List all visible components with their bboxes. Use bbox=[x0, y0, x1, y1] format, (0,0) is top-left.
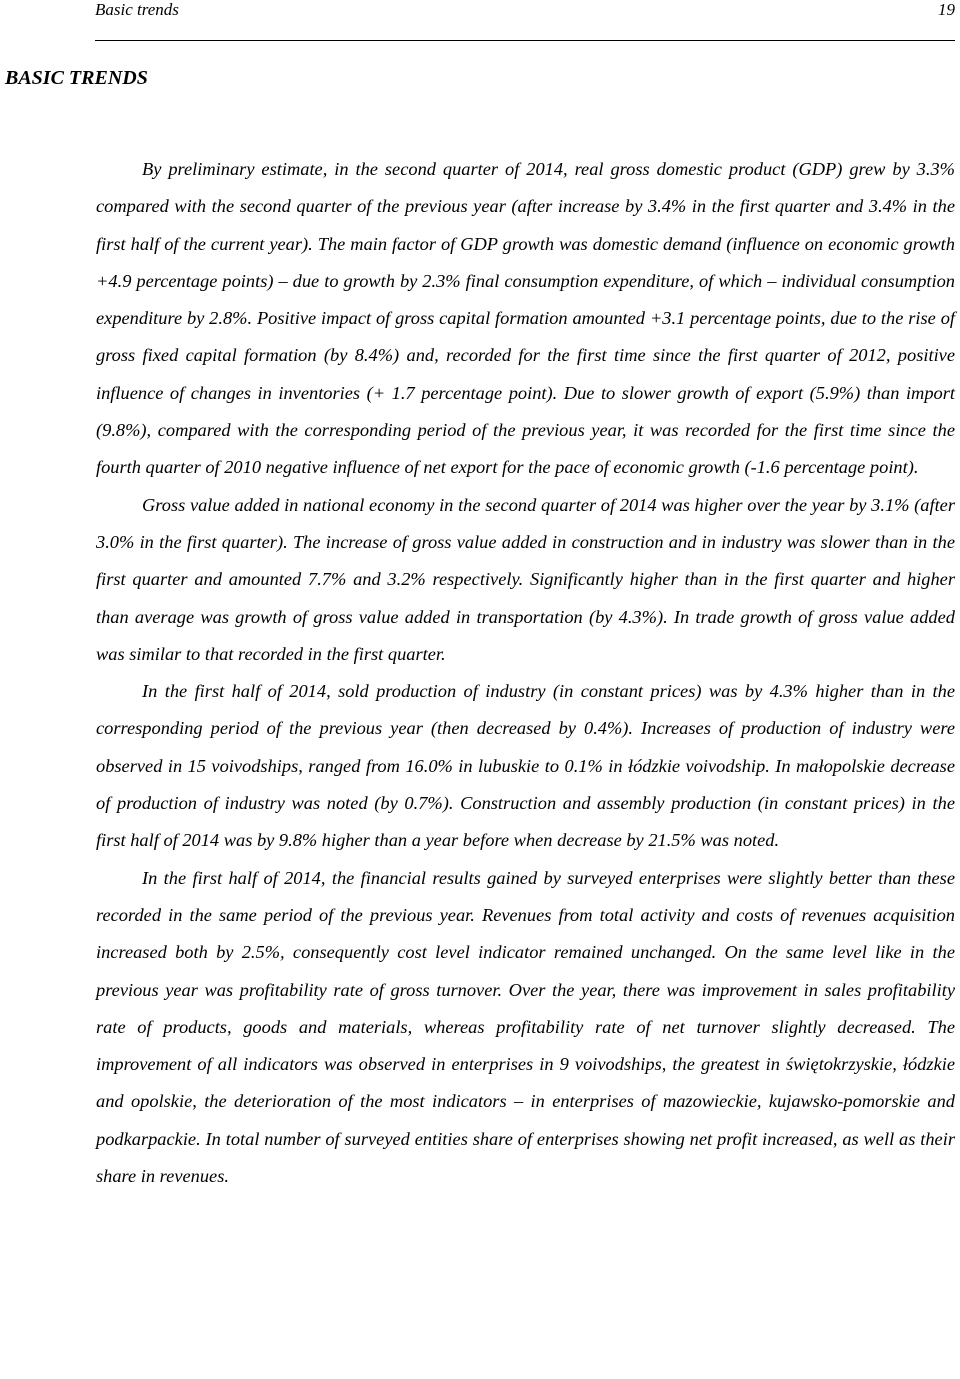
paragraph-industry-production: In the first half of 2014, sold production of industry (in constant prices) was by 4.3% higher than in the corresponding period of the previous year (then decreased by 0.4%). Increases of production of industry were observed in 15 voivodships, ranged from 16.0% in lubuskie to 0.1% in łódzkie voivodship. In małopolskie decrease of production of industry was noted (by 0.7%). Construction and assembly production (in constant prices) in the first half of 2014 was by 9.8% higher than a year before when decrease by 21.5% was noted. bbox=[96, 681, 955, 851]
paragraph-financial-results: In the first half of 2014, the financial results gained by surveyed enterprises were slightly better than these recorded in the same period of the previous year. Revenues from total activity and costs of revenues acquisition increased both by 2.5%, consequently cost level indicator remained unchanged. On the same level like in the previous year was profitability rate of gross turnover. Over the year, there was improvement in sales profitability rate of products, goods and materials, whereas profitability rate of net turnover slightly decreased. The improvement of all indicators was observed in enterprises in 9 voivodships, the greatest in świętokrzyskie, łódzkie and opolskie, the deterioration of the most indicators – in enterprises of mazowieckie, kujawsko-pomorskie and podkarpackie. In total number of surveyed entities share of enterprises showing net profit increased, as well as their share in revenues. bbox=[96, 867, 955, 1187]
paragraph-gdp: By preliminary estimate, in the second quarter of 2014, real gross domestic product (GDP) grew by 3.3% compared with the second quarter of the previous year (after increase by 3.4% in the first quarter and 3.4% in the first half of the current year). The main factor of GDP growth was domestic demand (influence on economic growth +4.9 percentage points) – due to growth by 2.3% final consumption expenditure, of which – individual consumption expenditure by 2.8%. Positive impact of gross capital formation amounted +3.1 percentage points, due to the rise of gross fixed capital formation (by 8.4%) and, recorded for the first time since the first quarter of 2012, positive influence of changes in inventories (+ 1.7 percentage point). Due to slower growth of export (5.9%) than import (9.8%), compared with the corresponding period of the previous year, it was recorded for the first time since the fourth quarter of 2010 negative influence of net export for the pace of economic growth (-1.6 percentage point). bbox=[96, 159, 955, 478]
header-title: Basic trends bbox=[95, 0, 179, 19]
body-text bbox=[96, 151, 955, 1195]
page-number: 19 bbox=[938, 0, 955, 19]
header-divider bbox=[95, 40, 955, 41]
paragraph-gross-value-added: Gross value added in national economy in the second quarter of 2014 was higher over the year by 3.1% (after 3.0% in the first quarter). The increase of gross value added in construction and in industry was slower than in the first quarter and amounted 7.7% and 3.2% respectively. Significantly higher than in the first quarter and higher than average was growth of gross value added in transportation (by 4.3%). In trade growth of gross value added was similar to that recorded in the first quarter. bbox=[96, 494, 955, 664]
running-header bbox=[95, 0, 955, 24]
section-title: BASIC TRENDS bbox=[5, 67, 148, 89]
